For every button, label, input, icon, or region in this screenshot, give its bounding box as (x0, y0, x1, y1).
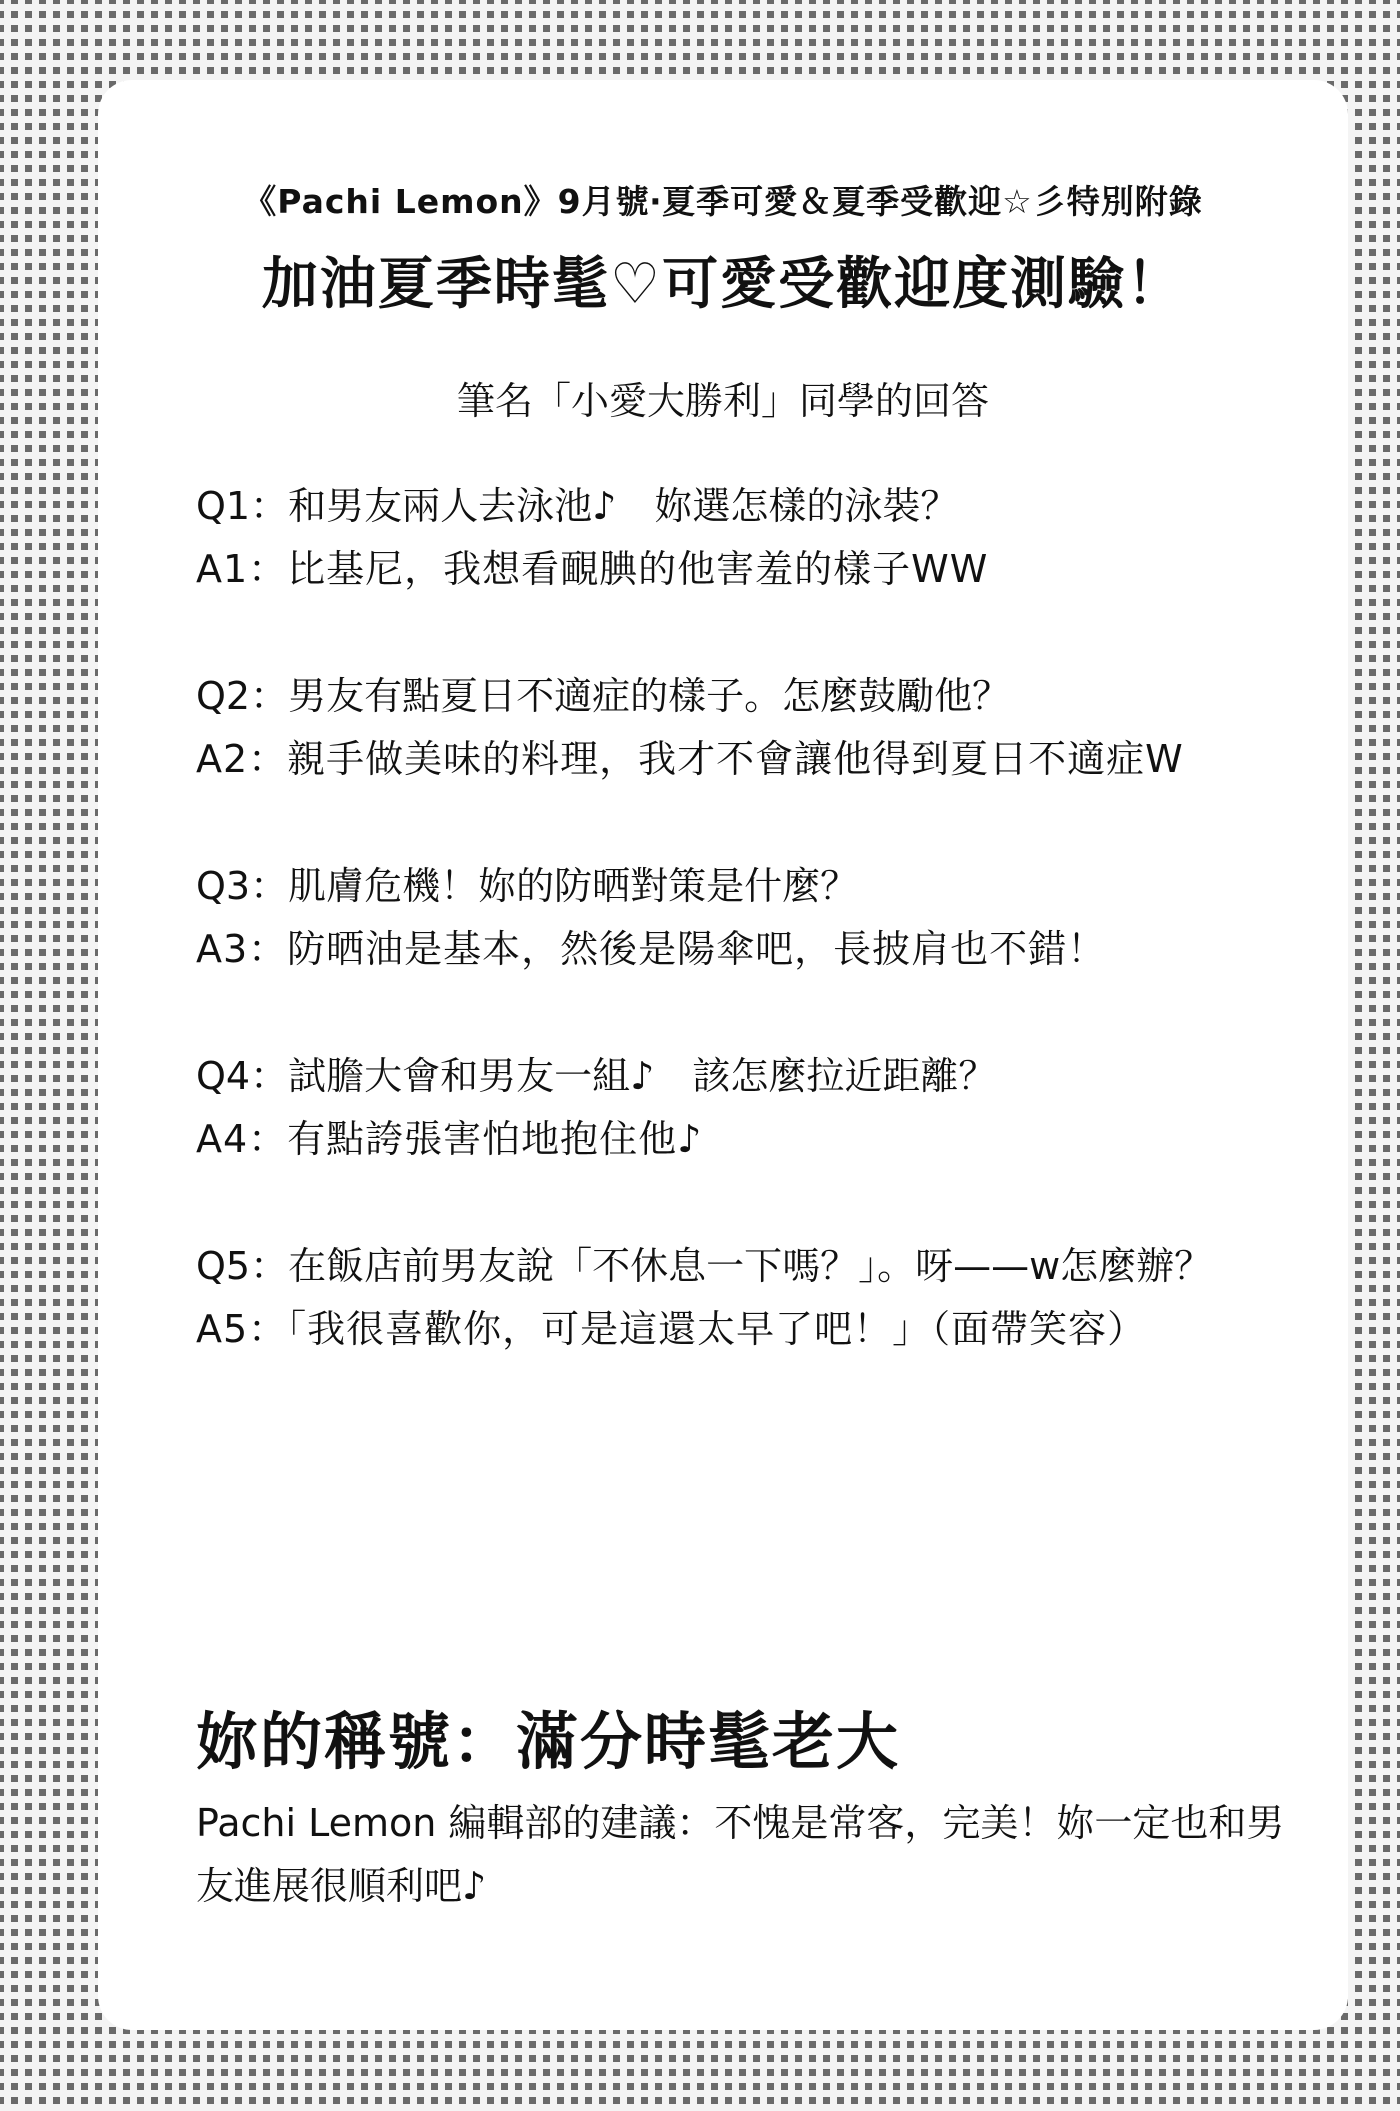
answer-1: A1：比基尼，我想看靦腆的他害羞的樣子WW (196, 547, 989, 591)
question-4: Q4：試膽大會和男友一組♪ 該怎麼拉近距離？ (196, 1054, 997, 1098)
answer-5: A5：「我很喜歡你，可是這還太早了吧！」（面帶笑容） (196, 1307, 1147, 1351)
result-title: 妳的稱號：滿分時髦老大 (196, 1705, 901, 1778)
answer-4: A4：有點誇張害怕地抱住他♪ (196, 1117, 703, 1161)
qa-item-2 (196, 665, 1271, 791)
qa-item-5 (196, 1235, 1271, 1361)
respondent-line: 筆名「小愛大勝利」同學的回答 (456, 379, 989, 423)
question-5: Q5：在飯店前男友說「不休息一下嗎？」。呀——w怎麼辦？ (196, 1244, 1213, 1288)
answer-3: A3：防晒油是基本，然後是陽傘吧，長披肩也不錯！ (196, 927, 1107, 971)
question-3: Q3：肌膚危機！妳的防晒對策是什麼？ (196, 864, 859, 908)
qa-list (196, 475, 1271, 1425)
magazine-issue-line: 《Pachi Lemon》9月號‧夏季可愛＆夏季受歡迎☆彡特別附錄 (243, 182, 1203, 221)
quiz-title: 加油夏季時髦♡可愛受歡迎度測驗！ (261, 252, 1185, 317)
page-panel (98, 80, 1348, 2030)
question-1: Q1：和男友兩人去泳池♪ 妳選怎樣的泳裝？ (196, 484, 959, 528)
qa-item-4 (196, 1045, 1271, 1171)
editor-comment: Pachi Lemon 編輯部的建議：不愧是常客，完美！妳一定也和男友進展很順利吧♪ (196, 1801, 1285, 1908)
answer-2: A2：親手做美味的料理，我才不會讓他得到夏日不適症W (196, 737, 1184, 781)
question-2: Q2：男友有點夏日不適症的樣子。怎麼鼓勵他？ (196, 674, 1011, 718)
qa-item-3 (196, 855, 1271, 981)
qa-item-1 (196, 475, 1271, 601)
